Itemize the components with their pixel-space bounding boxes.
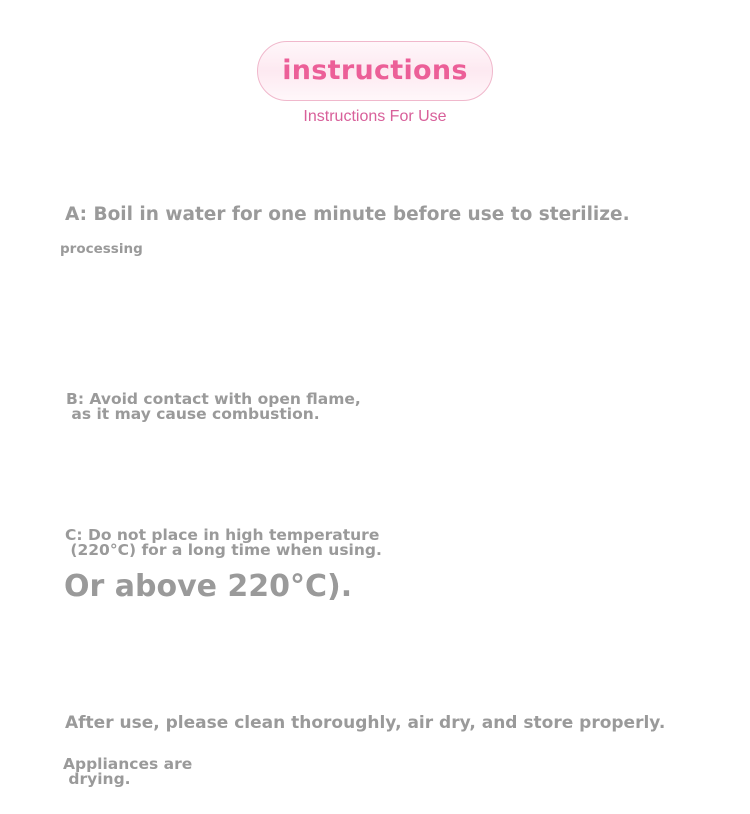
step-c-line1: C: Do not place in high temperature: [65, 526, 380, 544]
step-c-line2: (220°C) for a long time when using.: [65, 541, 382, 559]
page-subtitle: Instructions For Use: [303, 108, 447, 125]
step-b-line2: as it may cause combustion.: [66, 405, 320, 423]
step-a-caption: processing: [60, 241, 143, 257]
step-b-line1: B: Avoid contact with open flame,: [66, 390, 361, 408]
step-c-emphasis: Or above 220°C).: [64, 569, 353, 604]
after-use-caption-line1: Appliances are: [63, 755, 193, 773]
step-a-text: A: Boil in water for one minute before use to sterilize.: [65, 204, 630, 225]
after-use-text: After use, please clean thoroughly, air dry, and store properly.: [65, 713, 666, 733]
after-use-caption-line2: drying.: [63, 770, 131, 788]
header-badge: [257, 41, 493, 101]
page-title: instructions: [282, 54, 468, 86]
